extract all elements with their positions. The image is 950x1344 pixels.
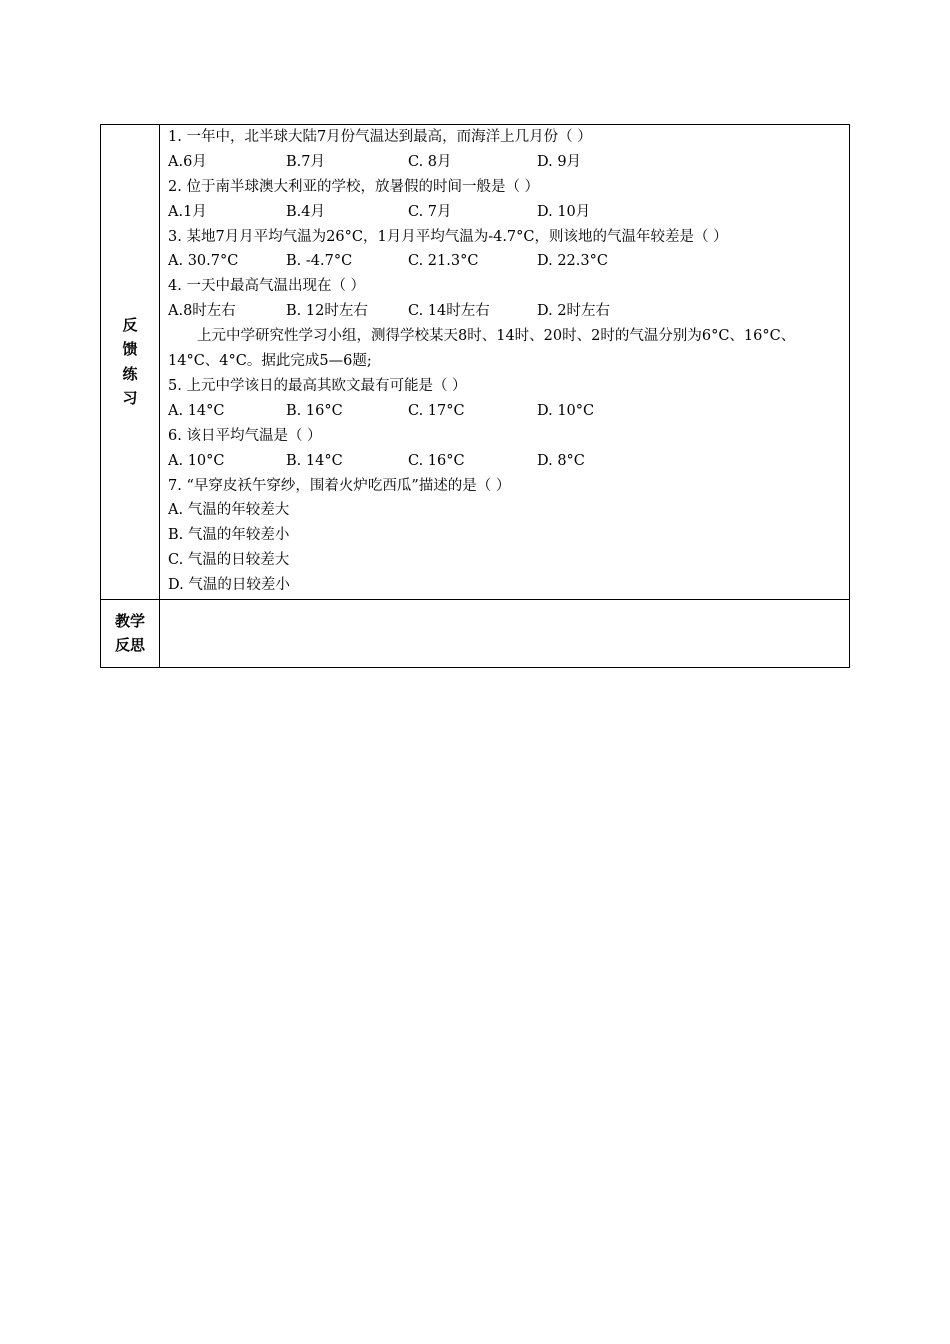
feedback-row xyxy=(101,125,850,600)
question-text: 7. “早穿皮袄午穿纱，围着火炉吃西瓜”描述的是（ ） xyxy=(168,477,511,494)
reflection-row xyxy=(101,599,850,667)
reflection-content-cell xyxy=(160,599,850,667)
answer-option: C. 16°C xyxy=(408,452,465,469)
feedback-label-char: 反 xyxy=(122,315,138,334)
answer-option: C. 17°C xyxy=(408,402,465,419)
reflection-label-line: 反思 xyxy=(114,636,145,655)
answer-option: B.4月 xyxy=(286,203,325,220)
feedback-label-char: 练 xyxy=(122,364,138,383)
answer-option: B. 12时左右 xyxy=(286,303,368,320)
answer-option: C. 7月 xyxy=(408,203,452,220)
feedback-label-cell xyxy=(101,125,160,600)
answer-option: A.8时左右 xyxy=(168,303,236,320)
answer-options xyxy=(168,249,843,274)
feedback-questions xyxy=(168,125,843,598)
answer-option: C. 21.3°C xyxy=(408,253,479,270)
answer-option: D. 2时左右 xyxy=(537,303,611,320)
feedback-label xyxy=(101,313,159,411)
worksheet-table xyxy=(100,124,850,668)
feedback-label-char: 习 xyxy=(122,389,138,408)
answer-options xyxy=(168,399,843,424)
answer-option: A. 30.7°C xyxy=(168,253,239,270)
question-text: 4. 一天中最高气温出现在（ ） xyxy=(168,278,366,295)
answer-option: A.6月 xyxy=(168,153,207,170)
question-text: 5. 上元中学该日的最高其欧文最有可能是（ ） xyxy=(168,377,467,394)
answer-option: A. 10°C xyxy=(168,452,225,469)
answer-option: C. 14时左右 xyxy=(408,303,490,320)
answer-option: B. -4.7°C xyxy=(286,253,353,270)
answer-option: D. 10°C xyxy=(537,402,595,419)
answer-options xyxy=(168,150,843,175)
answer-option: C. 8月 xyxy=(408,153,452,170)
answer-option: B.7月 xyxy=(286,153,325,170)
answer-option: D. 10月 xyxy=(537,203,591,220)
answer-option: D. 22.3°C xyxy=(537,253,608,270)
answer-option: B. 14°C xyxy=(286,452,343,469)
question-text: B. 气温的年较差小 xyxy=(168,527,290,544)
answer-option: A. 14°C xyxy=(168,402,225,419)
answer-option: B. 16°C xyxy=(286,402,343,419)
reading-passage: 上元中学研究性学习小组，测得学校某天8时、14时、20时、2时的气温分别为6°C、16°C、14°C、4°C。据此完成5—6题; xyxy=(168,328,796,370)
question-text: D. 气温的日较差小 xyxy=(168,577,290,594)
question-text: 6. 该日平均气温是（ ） xyxy=(168,427,322,444)
question-text: 2. 位于南半球澳大利亚的学校，放暑假的时间一般是（ ） xyxy=(168,178,540,195)
reflection-label xyxy=(101,609,159,657)
answer-options xyxy=(168,449,843,474)
question-text: 3. 某地7月月平均气温为26°C，1月月平均气温为-4.7°C，则该地的气温年较差是（ ） xyxy=(168,228,728,245)
answer-option: D. 9月 xyxy=(537,153,582,170)
answer-options xyxy=(168,299,843,324)
reflection-label-line: 教学 xyxy=(114,612,145,631)
feedback-label-char: 馈 xyxy=(122,340,138,359)
question-text: 1. 一年中，北半球大陆7月份气温达到最高，而海洋上几月份（ ） xyxy=(168,129,592,145)
answer-options xyxy=(168,200,843,225)
feedback-content-cell xyxy=(160,125,850,600)
question-text: C. 气温的日较差大 xyxy=(168,552,290,569)
reflection-label-cell xyxy=(101,599,160,667)
question-text: A. 气温的年较差大 xyxy=(168,502,290,519)
answer-option: A.1月 xyxy=(168,203,207,220)
answer-option: D. 8°C xyxy=(537,452,585,469)
